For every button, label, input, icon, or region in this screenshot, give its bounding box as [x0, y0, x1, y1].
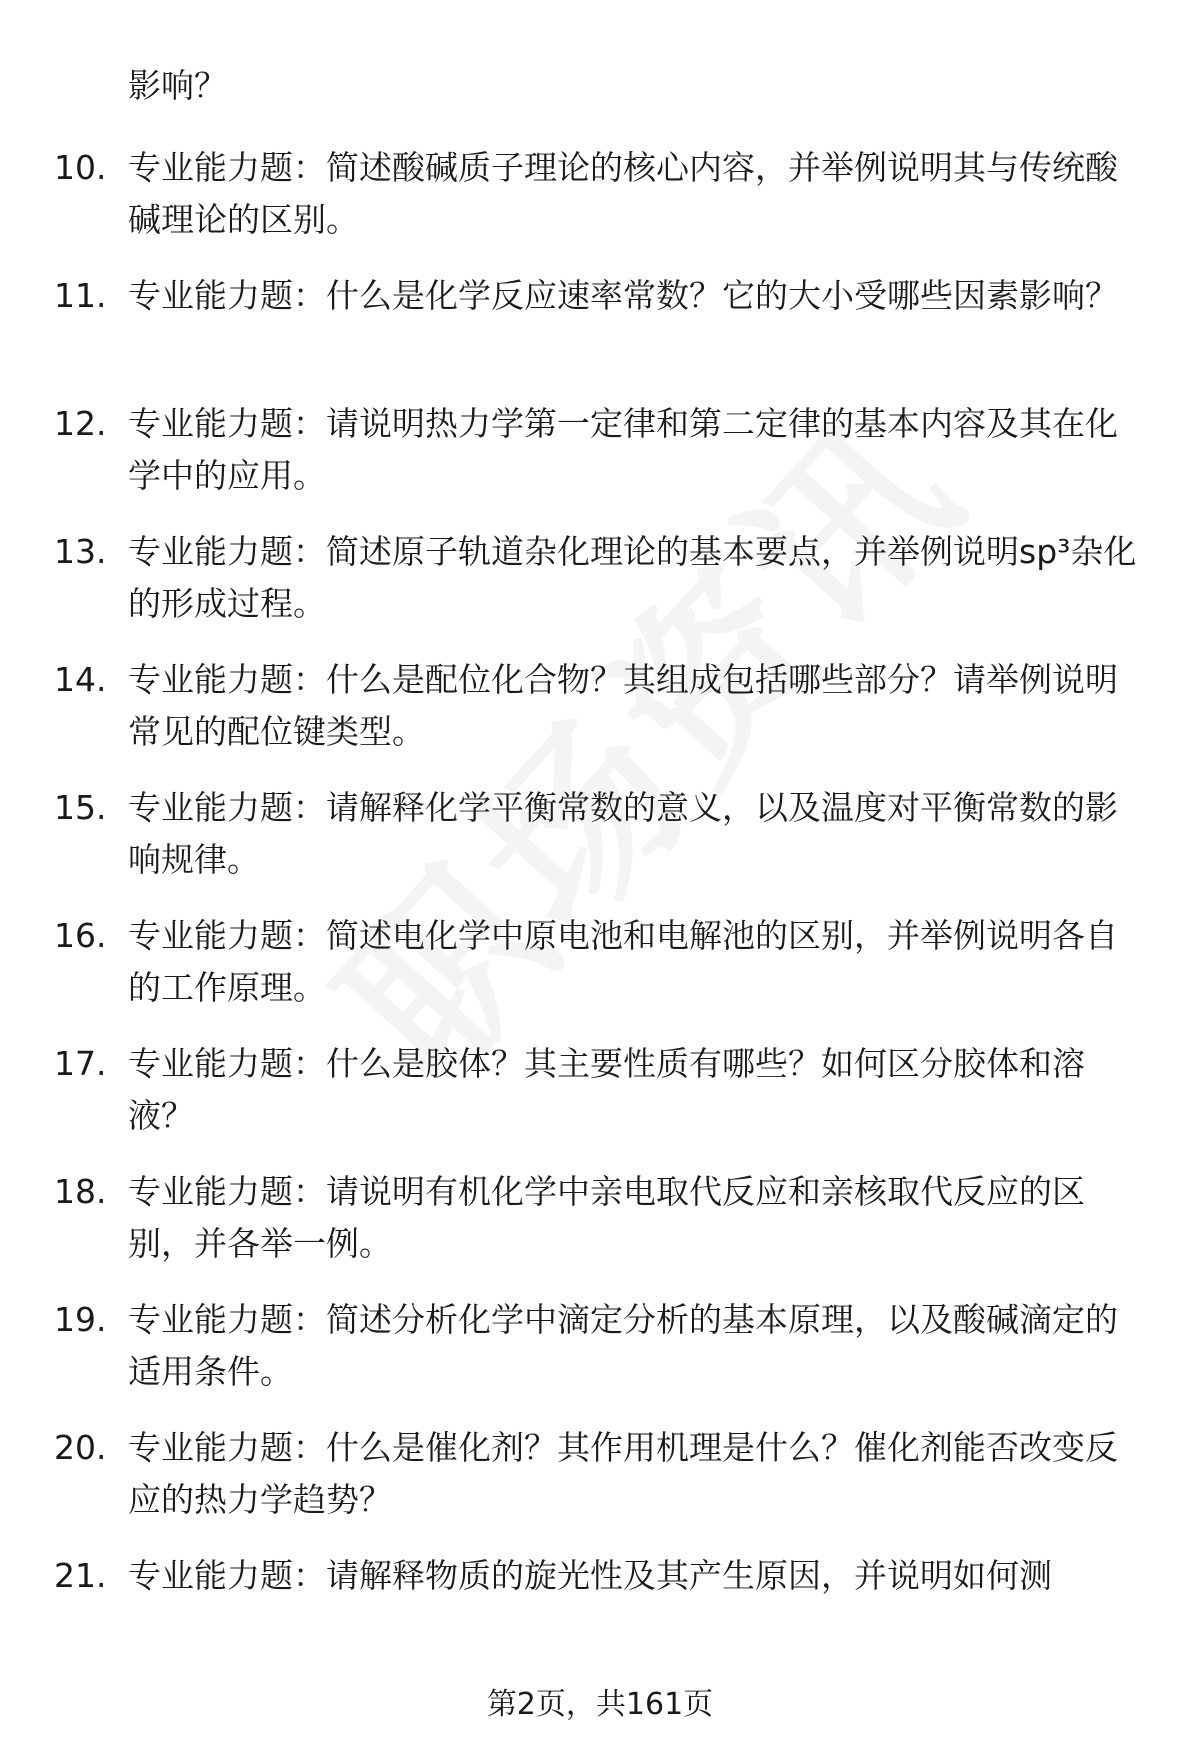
question-number: 20.	[54, 1428, 107, 1467]
question-text: 专业能力题：简述原子轨道杂化理论的基本要点，并举例说明sp³杂化的形成过程。	[128, 532, 1137, 623]
question-text: 专业能力题：简述分析化学中滴定分析的基本原理，以及酸碱滴定的适用条件。	[128, 1300, 1118, 1391]
question-text: 专业能力题：什么是化学反应速率常数？它的大小受哪些因素影响？	[128, 276, 1118, 315]
question-number: 15.	[54, 788, 107, 827]
question-number: 21.	[54, 1556, 107, 1595]
question-text: 专业能力题：什么是配位化合物？其组成包括哪些部分？请举例说明常见的配位键类型。	[128, 660, 1118, 751]
question-item	[0, 1294, 1200, 1422]
question-item	[0, 1422, 1200, 1550]
continued-text: 影响？	[128, 66, 227, 105]
question-item	[0, 270, 1200, 398]
question-item	[0, 1038, 1200, 1166]
question-number: 14.	[54, 660, 107, 699]
question-item	[0, 398, 1200, 526]
question-text: 专业能力题：请说明热力学第一定律和第二定律的基本内容及其在化学中的应用。	[128, 404, 1118, 495]
question-number: 10.	[54, 148, 107, 187]
question-item	[0, 782, 1200, 910]
question-item	[0, 654, 1200, 782]
question-text: 专业能力题：请解释化学平衡常数的意义，以及温度对平衡常数的影响规律。	[128, 788, 1118, 879]
question-number: 11.	[54, 276, 107, 315]
question-item	[0, 1166, 1200, 1294]
question-text: 专业能力题：请解释物质的旋光性及其产生原因，并说明如何测	[128, 1556, 1052, 1595]
question-number: 19.	[54, 1300, 107, 1339]
question-number: 16.	[54, 916, 107, 955]
question-item	[0, 526, 1200, 654]
question-text: 专业能力题：简述酸碱质子理论的核心内容，并举例说明其与传统酸碱理论的区别。	[128, 148, 1118, 239]
question-number: 17.	[54, 1044, 107, 1083]
question-item	[0, 910, 1200, 1038]
question-list	[0, 142, 1200, 1678]
question-number: 13.	[54, 532, 107, 571]
question-text: 专业能力题：简述电化学中原电池和电解池的区别，并举例说明各自的工作原理。	[128, 916, 1118, 1007]
question-text: 专业能力题：什么是胶体？其主要性质有哪些？如何区分胶体和溶液？	[128, 1044, 1085, 1135]
question-text: 专业能力题：请说明有机化学中亲电取代反应和亲核取代反应的区别，并各举一例。	[128, 1172, 1085, 1263]
question-text: 专业能力题：什么是催化剂？其作用机理是什么？催化剂能否改变反应的热力学趋势？	[128, 1428, 1118, 1519]
question-number: 18.	[54, 1172, 107, 1211]
question-item	[0, 1550, 1200, 1678]
question-item	[0, 142, 1200, 270]
page-indicator: 第2页，共161页	[486, 1687, 714, 1722]
question-number: 12.	[54, 404, 107, 443]
